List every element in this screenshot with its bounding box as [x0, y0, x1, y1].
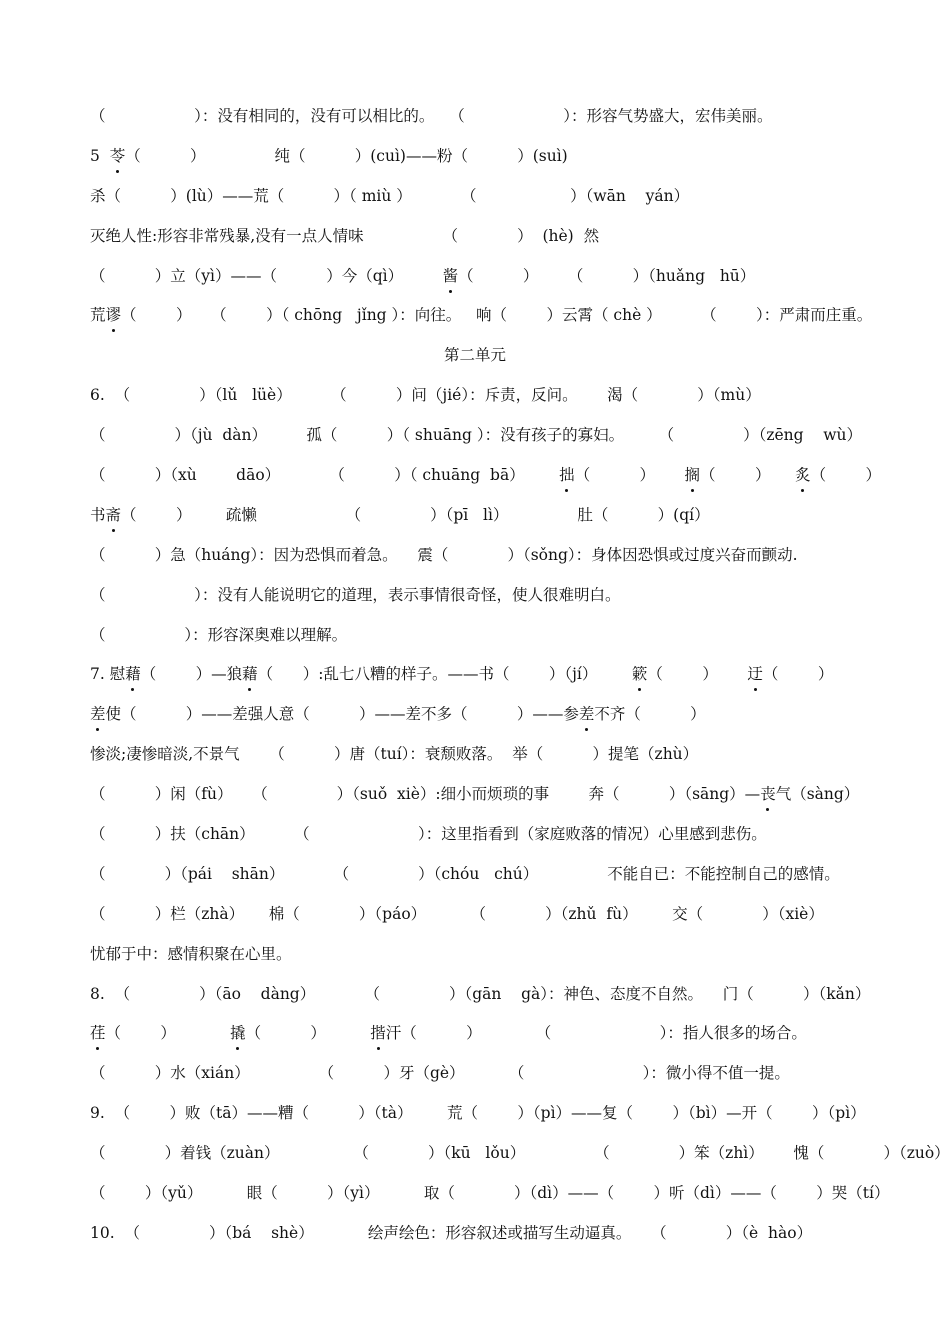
line-text: （ ）（pái shān） （ ）（chóu chú） 不能自已：不能控制自己的感情。: [90, 864, 840, 883]
exercise-line: [0, 734, 950, 774]
line-text: 7. 慰: [90, 665, 126, 684]
line-text: （ ）扶（chān） （ ）：这里指看到（家庭败落的情况）心里感到悲伤。: [90, 825, 767, 844]
exercise-line: [0, 415, 950, 455]
line-text: 惨淡;凄惨暗淡,不景气 （ ）唐（tuí）：衰颓败落。 举（ ）提笔（zhù）: [90, 745, 699, 764]
exercise-line: [0, 256, 950, 296]
dotted-character: 拙: [559, 455, 575, 495]
exercise-line: [0, 535, 950, 575]
exercise-line: [0, 894, 950, 934]
exercise-line: [0, 136, 950, 176]
exercise-line: [0, 216, 950, 256]
exercise-line: [0, 176, 950, 216]
dotted-character: 揩: [370, 1013, 386, 1053]
exercise-line: [0, 654, 950, 694]
exercise-line: [0, 1093, 950, 1133]
worksheet: [0, 96, 950, 1253]
line-text: 8. （ ）（āo dàng） （ ）（gān gà）：神色、态度不自然。 门（ ）（kǎn）: [90, 984, 871, 1003]
line-text: 9. （ ）败（tā）——糟（ ）（tà） 荒（ ）（pì）——复（ ）（bì）—开（ ）（pì）: [90, 1104, 866, 1123]
exercise-line: [0, 774, 950, 814]
line-text: （ ）水（xián） （ ）牙（gè） （ ）：微小得不值一提。: [90, 1064, 790, 1083]
line-text: （ ） （ ）（huǎng hū）: [458, 266, 756, 285]
exercise-line: [0, 934, 950, 974]
line-text: 6. （ ）（lǔ lüè） （ ）问（jié）：斥责，反问。 渴（ ）（mù）: [90, 386, 761, 405]
exercise-line: [0, 455, 950, 495]
line-text: 灭绝人性:形容非常残暴,没有一点人情味 （ ） (hè) 然: [90, 226, 600, 245]
line-text: 使（ ）——差强人意（ ）——差不多（ ）——参: [105, 705, 579, 724]
line-text: （ ）闲（fù） （ ）（suǒ xiè）:细小而烦琐的事 奔（ ）（sāng）—: [90, 785, 761, 804]
line-text: （ ）: [762, 665, 834, 684]
dotted-character: 谬: [106, 295, 122, 335]
dotted-character: 斋: [106, 495, 122, 535]
line-text: （ ）栏（zhà） 棉（ ）（páo） （ ）（zhǔ fù） 交（ ）（xiè）: [90, 904, 824, 923]
exercise-line: [0, 96, 950, 136]
dotted-character: 苓: [110, 136, 126, 176]
line-text: （ ）：没有人能说明它的道理，表示事情很奇怪，使人很难明白。: [90, 585, 621, 604]
line-text: （ ）（jù dàn） 孤（ ）（ shuāng ）：没有孩子的寡妇。 （ ）（zēng wù）: [90, 426, 863, 445]
line-text: （ ）立（yì）——（ ）今（qì）: [90, 266, 443, 285]
exercise-line: [0, 1213, 950, 1253]
line-text: （ ）：形容深奥难以理解。: [90, 625, 348, 644]
line-text: 汗（ ） （ ）：指人很多的场合。: [385, 1024, 807, 1043]
dotted-character: 酱: [443, 256, 459, 296]
section-heading: [0, 335, 950, 375]
exercise-line: [0, 854, 950, 894]
line-text: （ ）: [700, 466, 796, 485]
exercise-line: [0, 495, 950, 535]
line-text: 气（sàng）: [775, 785, 860, 804]
line-text: （ ）:乱七八糟的样子。——书（ ）（jí）: [257, 665, 632, 684]
dotted-character: 炙: [795, 455, 811, 495]
line-text: （ ）—狼: [140, 665, 243, 684]
exercise-line: [0, 615, 950, 655]
dotted-character: 迂: [747, 654, 763, 694]
exercise-line: [0, 1173, 950, 1213]
line-text: 不齐（ ）: [594, 705, 706, 724]
exercise-line: [0, 375, 950, 415]
line-text: （ ）（yǔ） 眼（ ）（yì） 取（ ）（dì）——（ ）听（dì）——（ ）哭（tí）: [90, 1184, 890, 1203]
line-text: 书: [90, 505, 106, 524]
dotted-character: 搁: [685, 455, 701, 495]
exercise-line: [0, 1053, 950, 1093]
dotted-character: 撬: [230, 1013, 246, 1053]
line-text: （ ）: [810, 466, 882, 485]
line-text: （ ） 纯（ ）(cuì)——粉（ ）(suì): [125, 146, 568, 165]
line-text: 忧郁于中：感情积聚在心里。: [90, 944, 292, 963]
line-text: （ ）：没有相同的，没有可以相比的。 （ ）：形容气势盛大，宏伟美丽。: [90, 107, 773, 125]
line-text: （ ）: [647, 665, 748, 684]
exercise-line: [0, 295, 950, 335]
line-text: 10. （ ）（bá shè） 绘声绘色：形容叙述或描写生动逼真。 （ ）（è hào）: [90, 1223, 813, 1242]
line-text: （ ）着钱（zuàn） （ ）（kū lǒu） （ ）笨（zhì） 愧（ ）（zuò）: [90, 1144, 950, 1163]
line-text: （ ）: [245, 1024, 371, 1043]
line-text: 第二单元: [443, 346, 506, 365]
exercise-line: [0, 974, 950, 1014]
line-text: （ ）急（huáng）：因为恐惧而着急。 震（ ）（sǒng）：身体因恐惧或过度兴奋而颤动.: [90, 545, 798, 564]
dotted-character: 簌: [632, 654, 648, 694]
dotted-character: 藉: [125, 654, 141, 694]
line-text: （ ）: [105, 1024, 231, 1043]
exercise-line: [0, 694, 950, 734]
dotted-character: 差: [90, 694, 106, 734]
line-text: （ ） 疏懒 （ ）（pī lì） 肚（ ）(qí）: [121, 505, 710, 524]
dotted-character: 藉: [242, 654, 258, 694]
exercise-line: [0, 814, 950, 854]
dotted-character: 荏: [90, 1013, 106, 1053]
line-text: （ ） （ ）（ chōng jǐng ）：向往。 响（ ）云霄（ chè ） （ ）：严肃而庄重。: [121, 306, 873, 325]
dotted-character: 差: [579, 694, 595, 734]
line-text: 杀（ ）(lù）——荒（ ）（ miù ） （ ）（wān yán）: [90, 186, 690, 205]
dotted-character: 丧: [760, 774, 776, 814]
exercise-line: [0, 1013, 950, 1053]
line-text: 荒: [90, 306, 106, 325]
line-text: （ ）（xù dāo） （ ）（ chuāng bā）: [90, 466, 560, 485]
line-text: （ ）: [574, 466, 685, 485]
exercise-line: [0, 575, 950, 615]
exercise-line: [0, 1133, 950, 1173]
line-text: 5: [90, 146, 110, 165]
